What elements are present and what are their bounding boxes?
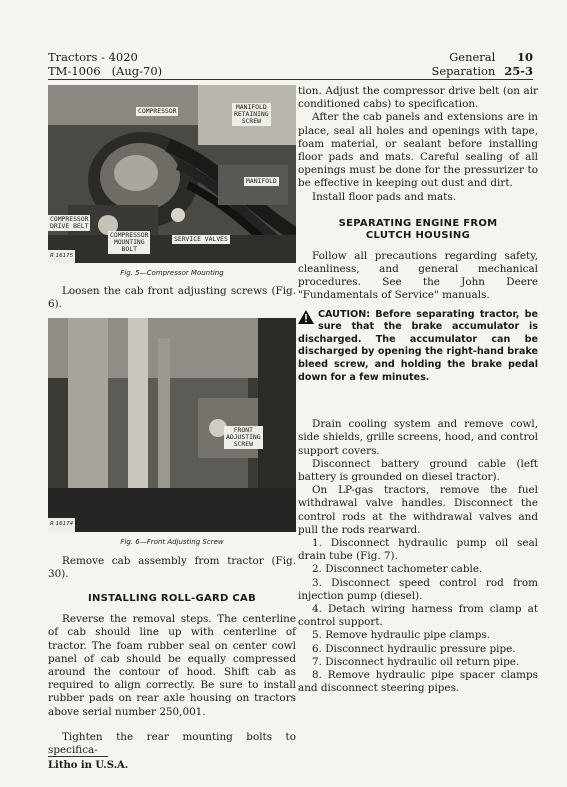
para-follow-precautions: Follow all precautions regarding safety, cleanliness, and general mechanical procedures. See the John Deere "Fundamentals of Service" manuals.: [298, 249, 538, 302]
para-install-floor-pads: Install floor pads and mats.: [312, 190, 456, 203]
label-compressor: COMPRESSOR: [138, 107, 177, 115]
para-loosen: Loosen the cab front adjusting screws (Fig. 6).: [48, 285, 296, 311]
label-compressor-mounting-bolt: COMPRESSOR MOUNTING BOLT: [110, 231, 149, 253]
header-manual-number: TM-1006 (Aug-70): [48, 64, 163, 78]
list-item: 2. Disconnect tachometer cable.: [312, 563, 483, 576]
footer-divider: [48, 756, 108, 757]
list-item: 4. Detach wiring harness from clamp at control support.: [298, 603, 538, 629]
warning-triangle-icon: [298, 310, 314, 324]
list-item: 8. Remove hydraulic pipe spacer clamps and disconnect steering pipes.: [298, 669, 538, 695]
section-title-installing-cab: INSTALLING ROLL-GARD CAB: [87, 593, 257, 605]
para-seal-openings: After the cab panels and extensions are in place, seal all holes and openings with tape, foam material, or sealant before installing floor pads and mats. Careful sealing of all openings must be done for the pressurizer to be effective in keeping out dust and dirt.: [298, 111, 538, 190]
list-item: 3. Disconnect speed control rod from injection pump (diesel).: [298, 576, 538, 602]
label-manifold-retaining-screw: MANIFOLD RETAINING SCREW: [234, 103, 269, 125]
header-page-number: 25-3: [504, 64, 533, 78]
list-item: 6. Disconnect hydraulic pressure pipe.: [312, 642, 516, 655]
header-right: [431, 50, 533, 78]
figure-5-id: R 16175: [48, 250, 75, 263]
para-disconnect-battery: Disconnect battery ground cable (left battery is grounded on diesel tractor).: [298, 457, 538, 484]
figure-6-photo: [48, 318, 296, 532]
para-lp-gas: On LP-gas tractors, remove the fuel withdrawal valve handles. Disconnect the control rods at the withdrawal valves and pull the rods rearward.: [298, 484, 538, 536]
label-compressor-drive-belt: COMPRESSOR DRIVE BELT: [50, 215, 89, 230]
para-reverse-removal: Reverse the removal steps. The centerline of cab should line up with centerline of tractor. The foam rubber seal on center cowl panel of cab should be equally compressed around the contour of hood. Shift cab as required to align correctly. Be sure to install rubber pads on rear axle housing on tractors above serial number 250,001.: [48, 613, 296, 718]
header-group-label: Separation: [431, 64, 496, 78]
para-drain-cooling: Drain cooling system and remove cowl, side shields, grille screens, hood, and control support covers.: [298, 418, 538, 457]
header-title: Tractors - 4020: [48, 50, 138, 64]
steps-list: [298, 537, 538, 695]
header-left: [48, 50, 162, 78]
figure-6-caption: Fig. 6—Front Adjusting Screw: [120, 537, 224, 546]
figure-5-caption: Fig. 5—Compressor Mounting: [120, 269, 224, 277]
header-section-number: 10: [516, 50, 533, 64]
label-front-adjusting-screw: FRONT ADJUSTING SCREW: [226, 425, 261, 448]
figure-6-id: R 16174: [48, 518, 75, 531]
figure-5-photo: [48, 85, 296, 263]
label-service-valves: SERVICE VALVES: [174, 235, 228, 243]
right-column: [298, 85, 538, 695]
left-column: [48, 85, 296, 757]
para-remove-cab: Remove cab assembly from tractor (Fig. 30).: [48, 554, 296, 581]
para-tighten-bolts: Tighten the rear mounting bolts to specifica-: [48, 730, 296, 757]
list-item: 7. Disconnect hydraulic oil return pipe.: [312, 655, 520, 668]
list-item: 1. Disconnect hydraulic pump oil seal drain tube (Fig. 7).: [298, 537, 538, 563]
blank-gap: [298, 384, 538, 418]
header-section-label: General: [449, 50, 496, 64]
header-divider: [48, 79, 533, 80]
adjusting-screw-photo-illustration: [48, 318, 296, 532]
label-manifold: MANIFOLD: [246, 177, 277, 185]
caution-block: [298, 309, 538, 385]
footer-litho: Litho in U.S.A.: [48, 760, 129, 771]
caution-text: CAUTION: Before separating tractor, be sure that the brake accumulator is discharged. The accumulator can be discharged by opening the right-hand brake bleed screw, and holding the brake pedal down for a few minutes.: [298, 308, 538, 383]
list-item: 5. Remove hydraulic pipe clamps.: [312, 629, 491, 642]
para-adjust-compressor: tion. Adjust the compressor drive belt (on air conditioned cabs) to specification.: [298, 85, 538, 111]
section-title-separating-engine: SEPARATING ENGINE FROM CLUTCH HOUSING: [338, 217, 498, 241]
